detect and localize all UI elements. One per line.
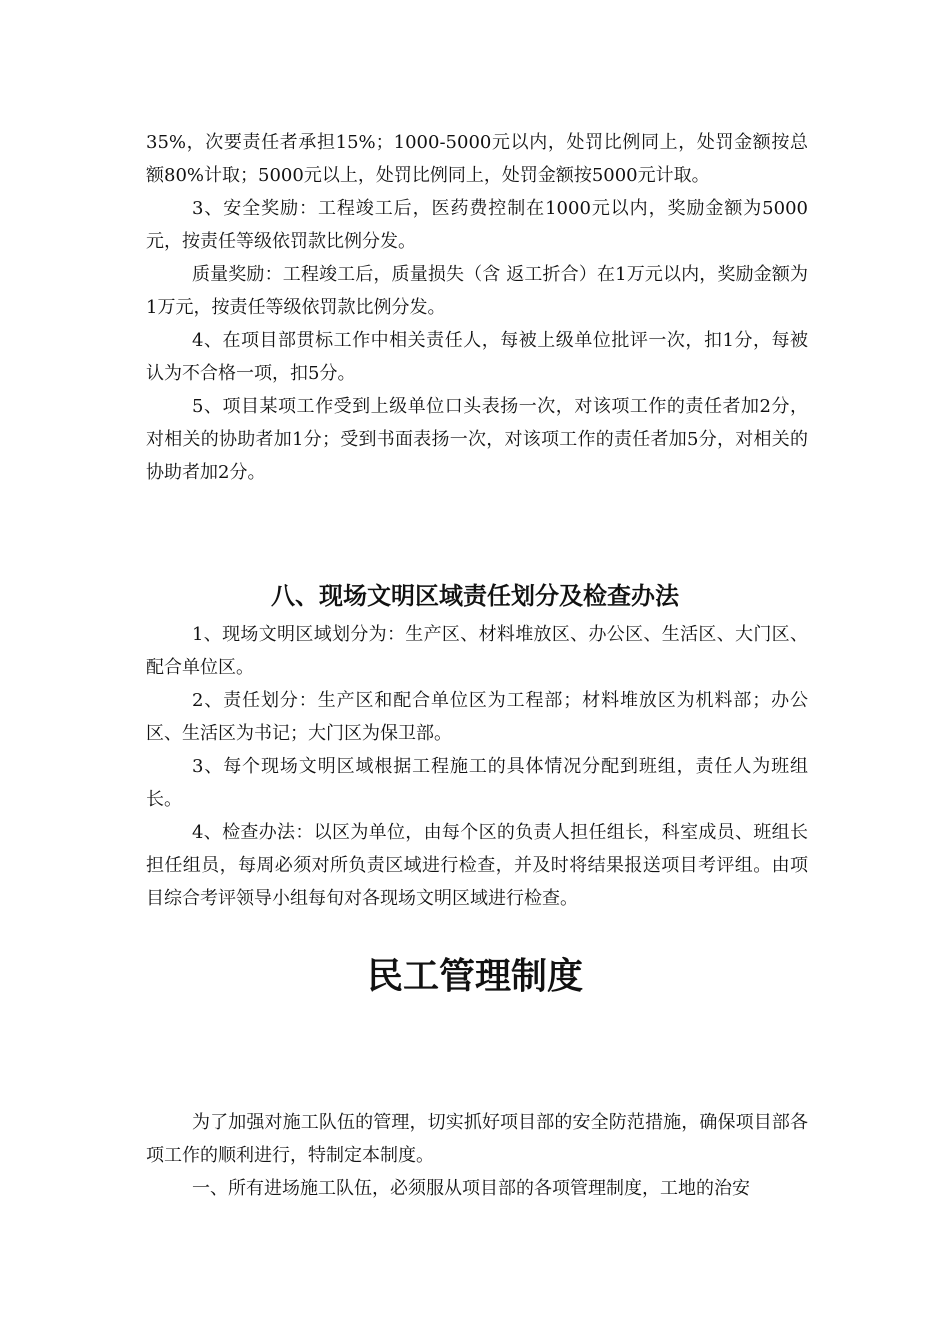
paragraph-team-assignment: 3、每个现场文明区域根据工程施工的具体情况分配到班组，责任人为班组长。	[146, 756, 808, 810]
paragraph-praise-bonus: 5、项目某项工作受到上级单位口头表扬一次，对该项工作的责任者加2分，对相关的协助者加1分；受到书面表扬一次，对该项工作的责任者加5分，对相关的协助者加2分。	[146, 396, 808, 483]
paragraph-certification-penalty: 4、在项目部贯标工作中相关责任人，每被上级单位批评一次，扣1分，每被认为不合格一项，扣5分。	[146, 330, 808, 384]
chapter-title: 民工管理制度	[366, 956, 583, 997]
paragraph-rule-1: 一、所有进场施工队伍，必须服从项目部的各项管理制度，工地的治安	[192, 1178, 750, 1199]
paragraph-responsibility: 2、责任划分：生产区和配合单位区为工程部；材料堆放区为机料部；办公区、生活区为书记；大门区为保卫部。	[146, 690, 808, 744]
paragraph-inspection-method: 4、检查办法：以区为单位，由每个区的负责人担任组长，科室成员、班组长担任组员，每周必须对所负责区域进行检查，并及时将结果报送项目考评组。由项目综合考评领导小组每旬对各现场文明区域进行检查。	[146, 822, 808, 909]
section-heading-8: 八、现场文明区域责任划分及检查办法	[271, 582, 679, 610]
paragraph-quality-reward: 质量奖励：工程竣工后，质量损失（含 返工折合）在1万元以内，奖励金额为1万元，按责任等级依罚款比例分发。	[146, 264, 808, 318]
paragraph-safety-reward: 3、安全奖励：工程竣工后，医药费控制在1000元以内，奖励金额为5000元，按责任等级依罚款比例分发。	[146, 198, 808, 252]
paragraph-area-division: 1、现场文明区域划分为：生产区、材料堆放区、办公区、生活区、大门区、配合单位区。	[146, 624, 808, 678]
paragraph-chapter-intro: 为了加强对施工队伍的管理，切实抓好项目部的安全防范措施，确保项目部各项工作的顺利进行，特制定本制度。	[146, 1112, 808, 1166]
paragraph-penalty-continued: 35%，次要责任者承担15%；1000-5000元以内，处罚比例同上，处罚金额按总额80%计取；5000元以上，处罚比例同上，处罚金额按5000元计取。	[146, 132, 808, 186]
